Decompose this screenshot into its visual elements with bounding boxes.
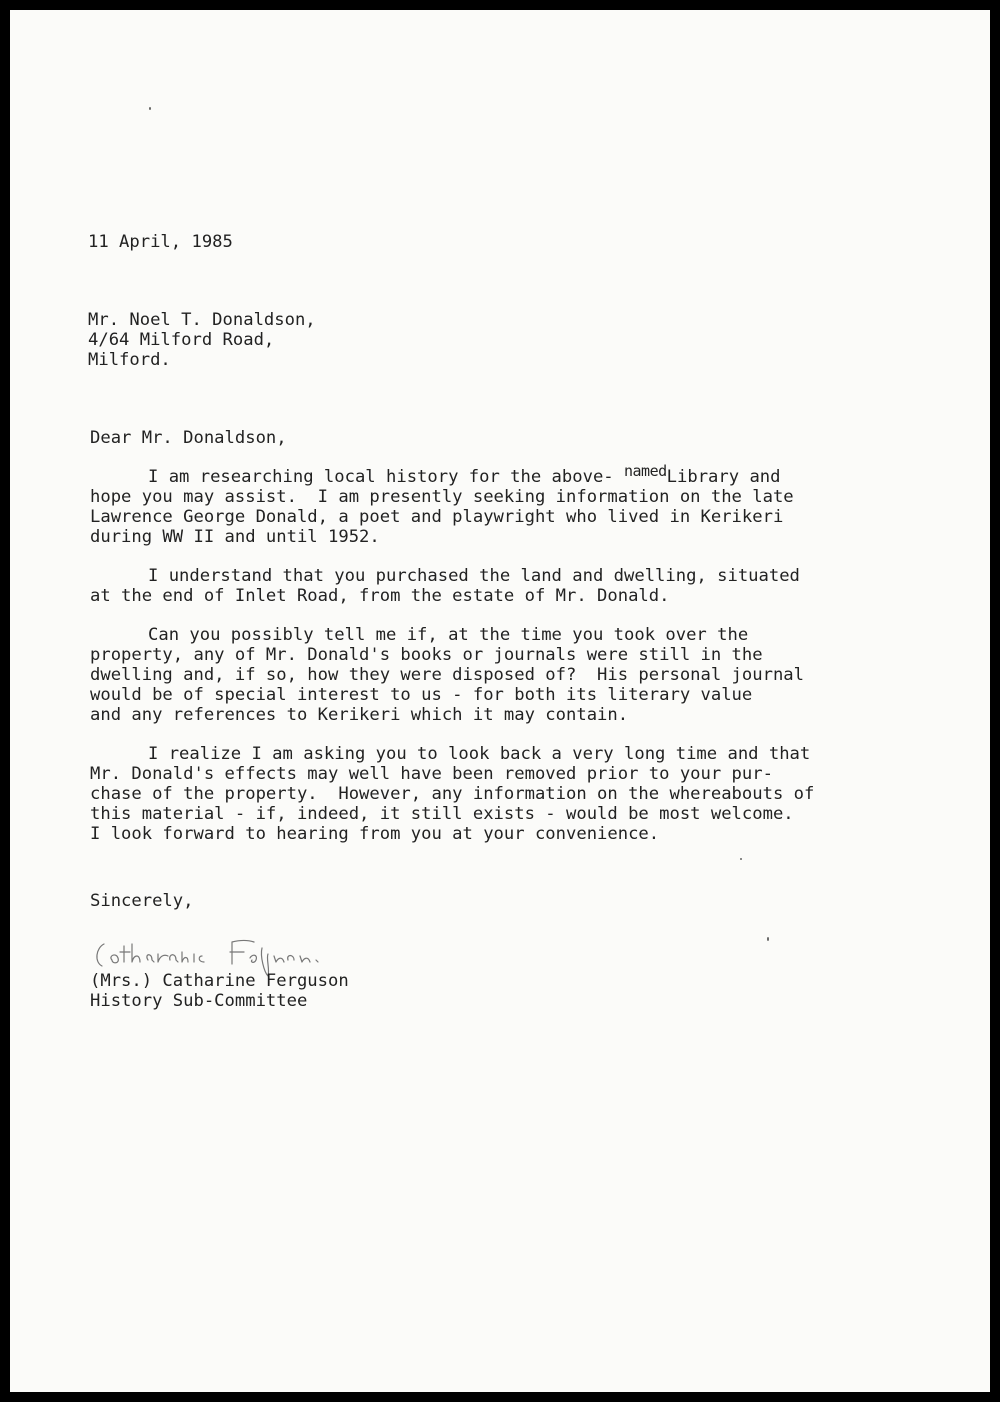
paragraph1-line1-end: Library and [666,467,781,487]
paragraph1-inserted-word: named [624,462,667,480]
paragraph1-line1-start: I am researching local history for the above- [148,467,624,487]
paragraph1-line3: Lawrence George Donald, a poet and playwright who lived in Kerikeri [90,507,784,527]
salutation: Dear Mr. Donaldson, [90,428,287,448]
paragraph1-line2: hope you may assist. I am presently seeking information on the late [90,487,794,507]
paragraph3-line2: property, any of Mr. Donald's books or journals were still in the [90,645,763,665]
recipient-town: Milford. [88,350,171,370]
paragraph3-line5: and any references to Kerikeri which it may contain. [90,705,629,725]
recipient-name: Mr. Noel T. Donaldson, [88,310,316,330]
paragraph4-line2: Mr. Donald's effects may well have been removed prior to your pur- [90,764,773,784]
paragraph3-line3: dwelling and, if so, how they were disposed of? His personal journal [90,665,804,685]
paragraph4-line3: chase of the property. However, any information on the whereabouts of [90,784,815,804]
paragraph2-line1: I understand that you purchased the land and dwelling, situated [148,566,800,586]
paragraph3-line1: Can you possibly tell me if, at the time you took over the [148,625,749,645]
closing: Sincerely, [90,891,194,911]
paragraph4-line5: I look forward to hearing from you at your convenience. [90,824,660,844]
recipient-street: 4/64 Milford Road, [88,330,275,350]
paper-speck [767,937,769,941]
letter-date: 11 April, 1985 [88,232,233,252]
paragraph4-line1: I realize I am asking you to look back a very long time and that [148,744,811,764]
paragraph4-line4: this material - if, indeed, it still exists - would be most welcome. [90,804,794,824]
letter-page [10,10,990,1392]
paper-speck [149,107,151,110]
signer-name: (Mrs.) Catharine Ferguson [90,971,349,991]
paragraph2-line2: at the end of Inlet Road, from the estate of Mr. Donald. [90,586,670,606]
paragraph1-line1 [148,462,781,487]
paragraph3-line4: would be of special interest to us - for both its literary value [90,685,753,705]
signer-title: History Sub-Committee [90,991,308,1011]
paragraph1-line4: during WW II and until 1952. [90,527,380,547]
paper-speck [740,858,742,860]
